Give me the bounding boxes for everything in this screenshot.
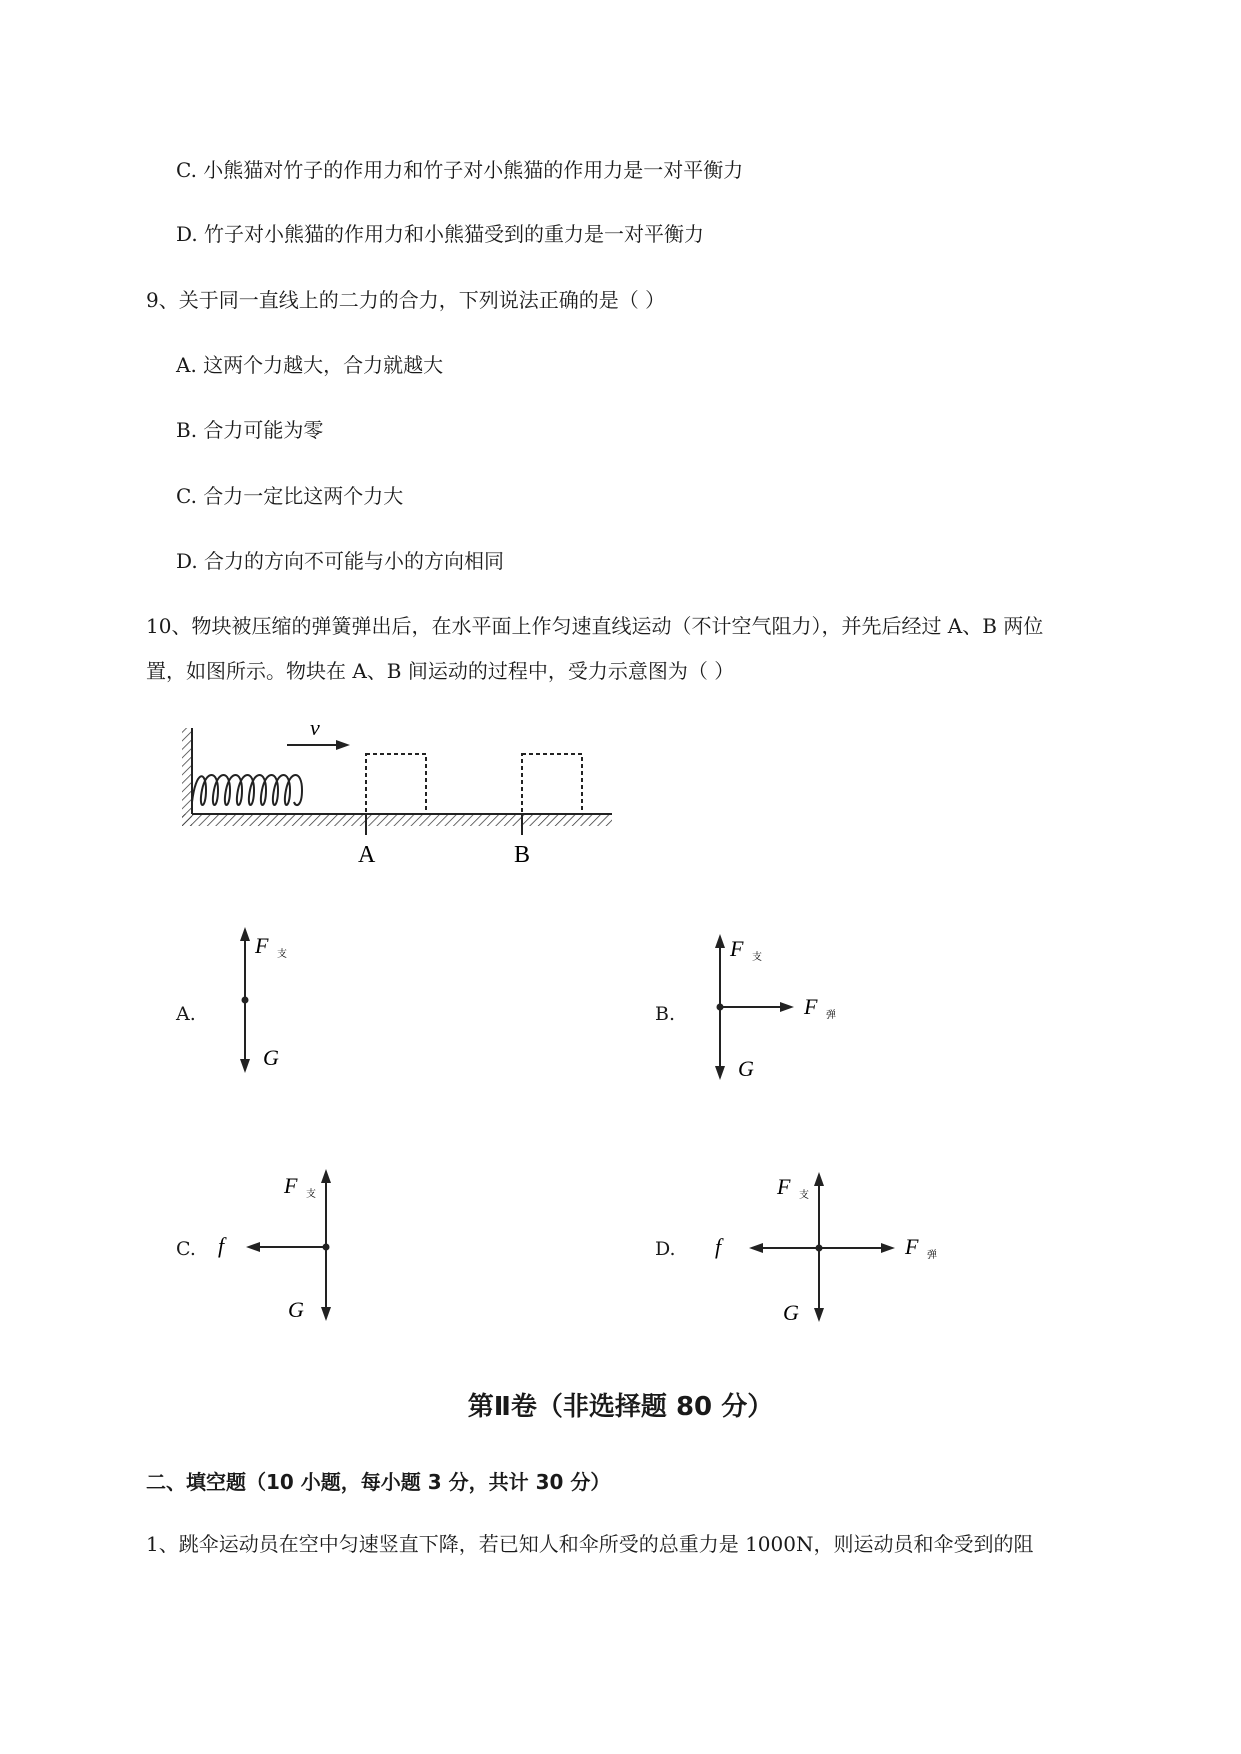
part2-title: 第Ⅱ卷（非选择题 80 分） [467, 1392, 774, 1422]
q9-stem: 9、关于同一直线上的二力的合力，下列说法正确的是（ ） [146, 288, 666, 312]
force-support-label: F [255, 933, 269, 958]
force-diagram-a [225, 925, 325, 1075]
q8-option-c: C. 小熊猫对竹子的作用力和竹子对小熊猫的作用力是一对平衡力 [176, 158, 744, 182]
force-support-sub: 支 [277, 949, 287, 960]
arrow-up-icon [321, 1169, 331, 1183]
spring [192, 775, 302, 805]
point-a-label: A [358, 842, 376, 868]
force-gravity-label: G [288, 1297, 304, 1322]
q10-option-c-label: C. [176, 1238, 196, 1260]
q10-stem-line1: 10、物块被压缩的弹簧弹出后，在水平面上作匀速直线运动（不计空气阻力），并先后经过 A、B 两位 [146, 614, 1044, 638]
force-gravity-label: G [263, 1045, 279, 1070]
force-spring-sub: 弹 [927, 1250, 937, 1261]
point-b-label: B [514, 842, 531, 868]
q10-stem-line2: 置，如图所示。物块在 A、B 间运动的过程中，受力示意图为（ ） [146, 659, 735, 683]
force-diagram-c [210, 1165, 360, 1325]
force-support-label: F [284, 1173, 298, 1198]
arrow-left-icon [246, 1242, 260, 1252]
force-spring-label: F [804, 994, 818, 1019]
arrow-down-icon [814, 1308, 824, 1322]
force-support-sub: 支 [306, 1189, 316, 1200]
arrow-up-icon [240, 927, 250, 941]
force-support-sub: 支 [752, 952, 762, 963]
arrow-up-icon [715, 934, 725, 948]
arrow-down-icon [321, 1307, 331, 1321]
arrow-down-icon [715, 1066, 725, 1080]
force-gravity-label: G [738, 1056, 754, 1081]
arrow-right-icon [881, 1243, 895, 1253]
q9-option-a: A. 这两个力越大，合力就越大 [176, 353, 444, 377]
block-b [522, 754, 582, 814]
velocity-label: v [310, 715, 320, 740]
force-spring-sub: 弹 [826, 1010, 836, 1021]
q8-option-d: D. 竹子对小熊猫的作用力和小熊猫受到的重力是一对平衡力 [176, 222, 705, 246]
q10-option-b-label: B. [655, 1003, 676, 1025]
arrow-down-icon [240, 1059, 250, 1073]
q9-option-d: D. 合力的方向不可能与小的方向相同 [176, 549, 505, 573]
arrow-right-icon [780, 1002, 794, 1012]
wall-hatch [182, 728, 192, 826]
force-gravity-label: G [783, 1300, 799, 1325]
force-diagram-b [700, 932, 870, 1082]
arrow-up-icon [814, 1172, 824, 1186]
q9-option-b: B. 合力可能为零 [176, 418, 324, 442]
part2-section-heading: 二、填空题（10 小题，每小题 3 分，共计 30 分） [146, 1470, 611, 1494]
force-spring-label: F [905, 1234, 919, 1259]
part2-q1-text: 1、跳伞运动员在空中匀速竖直下降，若已知人和伞所受的总重力是 1000N，则运动员和伞受到的阻 [146, 1532, 1034, 1556]
q10-option-d-label: D. [655, 1238, 676, 1260]
force-support-sub: 支 [799, 1190, 809, 1201]
floor-hatch [182, 814, 612, 826]
force-friction-label: f [715, 1234, 722, 1259]
block-a [366, 754, 426, 814]
force-support-label: F [777, 1174, 791, 1199]
force-friction-label: f [218, 1233, 225, 1258]
force-diagram-d [705, 1168, 965, 1328]
q9-option-c: C. 合力一定比这两个力大 [176, 484, 404, 508]
force-support-label: F [730, 936, 744, 961]
q10-option-a-label: A. [176, 1003, 196, 1025]
arrow-left-icon [749, 1243, 763, 1253]
spring-block-figure [170, 710, 620, 870]
velocity-arrowhead [336, 740, 350, 750]
